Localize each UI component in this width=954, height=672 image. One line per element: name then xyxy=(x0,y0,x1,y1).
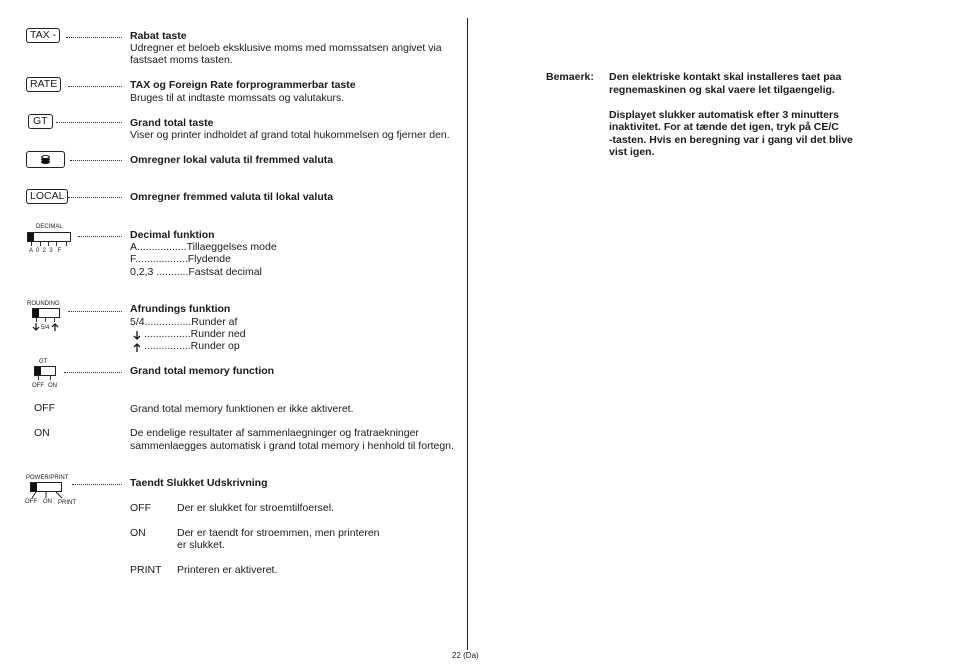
power-title: Taendt Slukket Udskrivning xyxy=(130,477,268,489)
rounding-line1: 5/4................Runder af xyxy=(130,316,238,328)
decimal-line1: A.................Tillaeggelses mode xyxy=(130,241,277,253)
gt-desc: Viser og printer indholdet af grand total hukommelsen og fjerner den. xyxy=(130,129,450,141)
gt-switch-on: ON xyxy=(48,383,57,389)
arrow-down-icon xyxy=(133,331,141,340)
rounding-line2: ................Runder ned xyxy=(144,328,246,340)
tick xyxy=(50,376,51,380)
tick xyxy=(45,318,46,322)
decimal-line3: 0,2,3 ...........Fastsat decimal xyxy=(130,266,262,278)
tick xyxy=(56,242,57,246)
leader-dots xyxy=(70,160,122,161)
gt-switch-label: GT xyxy=(39,359,48,365)
decimal-switch xyxy=(27,232,71,242)
tax-minus-key: TAX - xyxy=(26,28,60,43)
leader-dots xyxy=(68,197,122,198)
switch-knob xyxy=(31,483,37,491)
power-on-text-line1: Der er taendt for stroemmen, men printeren xyxy=(177,527,380,539)
leader-dots xyxy=(56,122,122,123)
power-print-label: PRINT xyxy=(130,564,162,576)
note-line1: Den elektriske kontakt skal installeres taet paa xyxy=(609,71,842,83)
power-print-text: Printeren er aktiveret. xyxy=(177,564,278,576)
power-off: OFF xyxy=(25,499,37,505)
gt-title: Grand total taste xyxy=(130,117,214,129)
rounding-switch xyxy=(32,308,60,318)
column-divider xyxy=(467,18,468,650)
power-print: PRINT xyxy=(58,500,76,506)
switch-position-lines xyxy=(28,492,68,499)
rate-key: RATE xyxy=(26,77,61,92)
power-print-switch xyxy=(30,482,62,492)
power-switch-label: POWER/PRINT xyxy=(26,475,69,481)
decimal-positions: A 0 2 3 F xyxy=(29,248,62,254)
tax-desc-line2: fastsaet moms tasten. xyxy=(130,54,233,66)
tick xyxy=(66,242,67,246)
exchange-title: Omregner lokal valuta til fremmed valuta xyxy=(130,154,334,166)
tax-title: Rabat taste xyxy=(130,30,187,42)
gt-key: GT xyxy=(28,114,53,129)
leader-dots xyxy=(64,372,122,373)
rate-desc: Bruges til at indtaste momssats og valutakurs. xyxy=(130,92,345,104)
note-label: Bemaerk: xyxy=(546,71,594,83)
decimal-title: Decimal funktion xyxy=(130,229,215,241)
gt-off-text: Grand total memory funktionen er ikke aktiveret. xyxy=(130,403,354,415)
arrow-up-icon xyxy=(51,323,59,331)
exchange-key xyxy=(26,151,65,168)
local-key: LOCAL xyxy=(26,189,68,204)
switch-knob xyxy=(28,233,34,241)
rounding-switch-label: ROUNDING xyxy=(27,301,60,307)
switch-knob xyxy=(33,309,39,317)
tick xyxy=(31,242,32,246)
local-title: Omregner fremmed valuta til lokal valuta xyxy=(130,191,334,203)
tick xyxy=(36,318,37,322)
power-on-text-line2: er slukket. xyxy=(177,539,225,551)
gt-switch xyxy=(34,366,56,376)
display-line1: Displayet slukker automatisk efter 3 minutters xyxy=(609,109,839,121)
tick xyxy=(38,376,39,380)
power-on: ON xyxy=(43,499,52,505)
rounding-positions: 5/4 xyxy=(41,325,50,331)
leader-dots xyxy=(68,86,122,87)
rounding-line3: ................Runder op xyxy=(144,340,240,352)
power-off-label: OFF xyxy=(130,502,151,514)
leader-dots xyxy=(72,484,122,485)
leader-dots xyxy=(78,236,122,237)
coin-stack-icon xyxy=(27,152,64,167)
display-line2: inaktivitet. For at tænde det igen, tryk på CE/C xyxy=(609,121,839,133)
display-line4: vist igen. xyxy=(609,146,655,158)
gt-switch-off: OFF xyxy=(32,383,44,389)
gt-memory-title: Grand total memory function xyxy=(130,365,275,377)
arrow-up-icon xyxy=(133,343,141,352)
decimal-line2: F..................Flydende xyxy=(130,253,231,265)
arrow-down-icon xyxy=(32,323,40,331)
note-line2: regnemaskinen og skal vaere let tilgaengelig. xyxy=(609,84,835,96)
page-number: 22 (Da) xyxy=(452,651,479,660)
tick xyxy=(40,242,41,246)
power-off-text: Der er slukket for stroemtilfoersel. xyxy=(177,502,334,514)
gt-on-text-line2: sammenlaegges automatisk i grand total memory i henhold til fortegn. xyxy=(130,440,454,452)
tick xyxy=(54,318,55,322)
gt-on-text-line1: De endelige resultater af sammenlaegninger og fratraekninger xyxy=(130,427,419,439)
rate-title: TAX og Foreign Rate forprogrammerbar taste xyxy=(130,79,356,91)
decimal-switch-label: DECIMAL xyxy=(36,224,63,230)
tax-desc-line1: Udregner et beloeb eksklusive moms med momssatsen angivet via xyxy=(130,42,442,54)
power-on-label: ON xyxy=(130,527,146,539)
display-line3: -tasten. Hvis en beregning var i gang vil det blive xyxy=(609,134,853,146)
switch-knob xyxy=(35,367,41,375)
gt-off-label: OFF xyxy=(34,402,55,414)
leader-dots xyxy=(68,311,122,312)
rounding-title: Afrundings funktion xyxy=(130,303,231,315)
gt-on-label: ON xyxy=(34,427,50,439)
tick xyxy=(48,242,49,246)
leader-dots xyxy=(66,37,122,38)
